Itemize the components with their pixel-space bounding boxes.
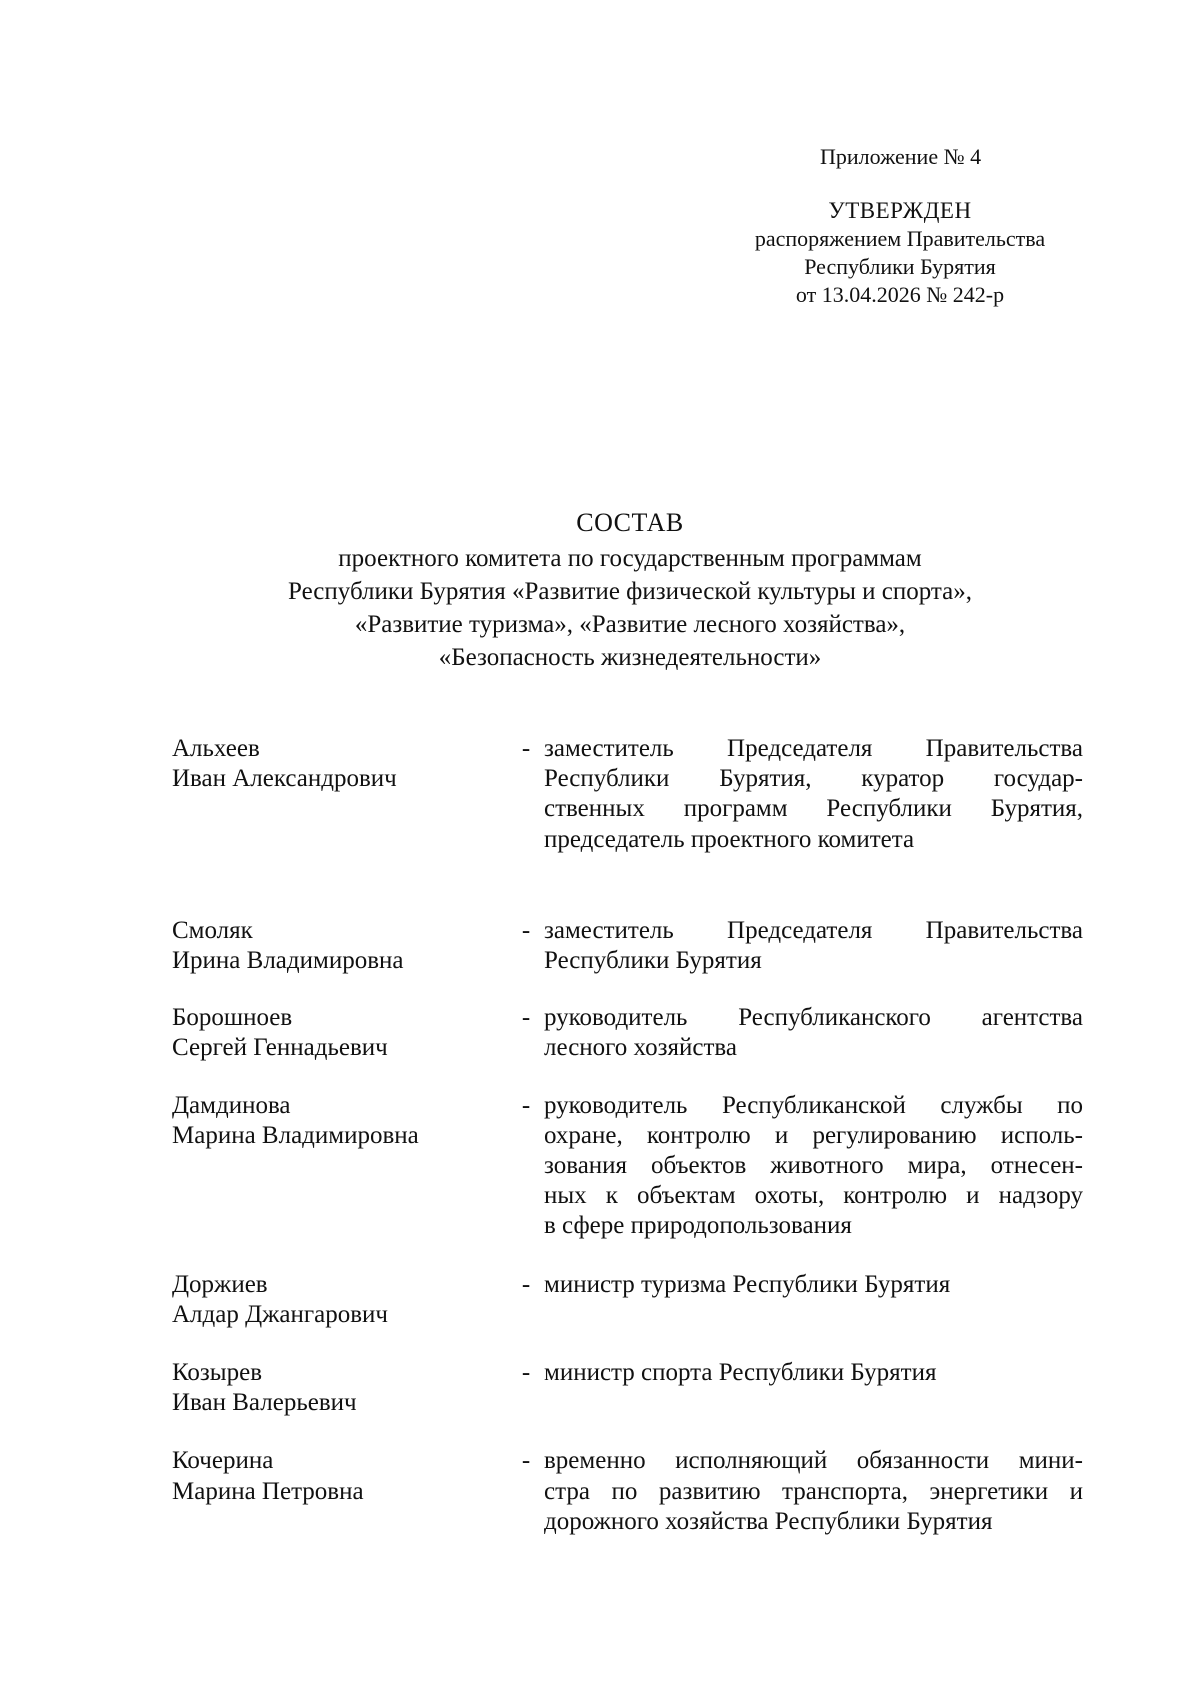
approval-date-number: от 13.04.2026 № 242-р [795,282,1005,307]
member-name [172,916,512,976]
member-dash: - [521,1091,531,1119]
member-role-line: министр туризма Республики Бурятия [544,1270,951,1298]
member-role-line: дорожного хозяйства Республики Бурятия [544,1507,993,1535]
member-name [172,1003,512,1063]
member-dash: - [521,1447,531,1475]
approval-title: УТВЕРЖДЕН [828,198,972,223]
member-given-names: Сергей Геннадьевич [172,1034,388,1062]
member-name [172,1358,512,1418]
member-name [172,734,512,794]
approval-region: Республики Бурятия [804,254,996,279]
member-role [544,1446,1083,1537]
member-dash: - [521,916,531,944]
member-given-names: Иван Валерьевич [172,1389,357,1417]
member-entry [172,1358,1082,1418]
member-dash: - [521,1004,531,1032]
member-role-line: стра по развитию транспорта, энергетики и [544,1477,1083,1505]
member-role-line: заместитель Председателя Правительства [544,916,1083,944]
member-surname: Дамдинова [172,1091,291,1119]
member-surname: Борошноев [172,1004,293,1032]
member-role-line: ных к объектам охоты, контролю и надзору [544,1182,1083,1210]
member-surname: Козырев [172,1359,263,1386]
member-role [544,1270,1083,1300]
member-given-names: Иван Александрович [172,765,397,793]
member-given-names: Алдар Джангарович [172,1300,389,1328]
member-role-line: временно исполняющий обязанности мини- [544,1447,1083,1475]
member-role-line: министр спорта Республики Бурятия [544,1359,937,1386]
member-entry [172,1091,1083,1240]
heading-line-2: Республики Бурятия «Развитие физической культуры и спорта», [288,578,972,605]
annex-number: Приложение № 4 [820,144,982,169]
member-dash: - [521,735,531,762]
approval-issuer: распоряжением Правительства [754,226,1046,251]
member-surname: Смоляк [172,916,253,944]
heading-line-4: «Безопасность жизнедеятельности» [438,644,822,671]
member-surname: Альхеев [172,735,260,762]
approval-block [720,197,1080,309]
member-role [544,1358,1083,1388]
document-heading [180,506,1080,674]
member-entry [172,916,1082,976]
member-name [172,1091,512,1151]
member-role-line: зования объектов животного мира, отнесен- [544,1152,1083,1179]
member-role [544,734,1083,855]
member-surname: Кочерина [172,1447,274,1475]
member-name [172,1446,512,1506]
member-given-names: Марина Владимировна [172,1121,419,1149]
member-role-line: ственных программ Республики Бурятия, [544,795,1083,823]
member-role [544,1091,1083,1242]
member-role-line: руководитель Республиканского агентства [544,1004,1083,1032]
member-role-line: председатель проектного комитета [544,825,915,853]
member-role-line: охране, контролю и регулированию исполь- [544,1121,1083,1149]
member-entry [172,1270,1082,1330]
member-given-names: Ирина Владимировна [172,947,404,974]
member-role-line: Республики Бурятия [544,947,762,974]
member-entry [172,1446,1083,1535]
member-role-line: в сфере природопользования [544,1212,852,1240]
member-dash: - [521,1359,531,1386]
member-role-line: руководитель Республиканской службы по [544,1091,1083,1119]
member-dash: - [521,1270,531,1298]
member-entry [172,734,1083,853]
member-role [544,1003,1083,1063]
heading-line-3: «Развитие туризма», «Развитие лесного хозяйства», [354,611,906,638]
member-role [544,916,1083,976]
member-entry [172,1003,1082,1063]
heading-title: СОСТАВ [576,508,684,537]
member-surname: Доржиев [172,1270,268,1298]
heading-line-1: проектного комитета по государственным программам [338,545,922,572]
member-role-line: Республики Бурятия, куратор государ- [544,765,1083,793]
member-role-line: заместитель Председателя Правительства [544,735,1083,762]
member-role-line: лесного хозяйства [544,1034,737,1062]
member-given-names: Марина Петровна [172,1477,364,1505]
member-name [172,1270,512,1330]
